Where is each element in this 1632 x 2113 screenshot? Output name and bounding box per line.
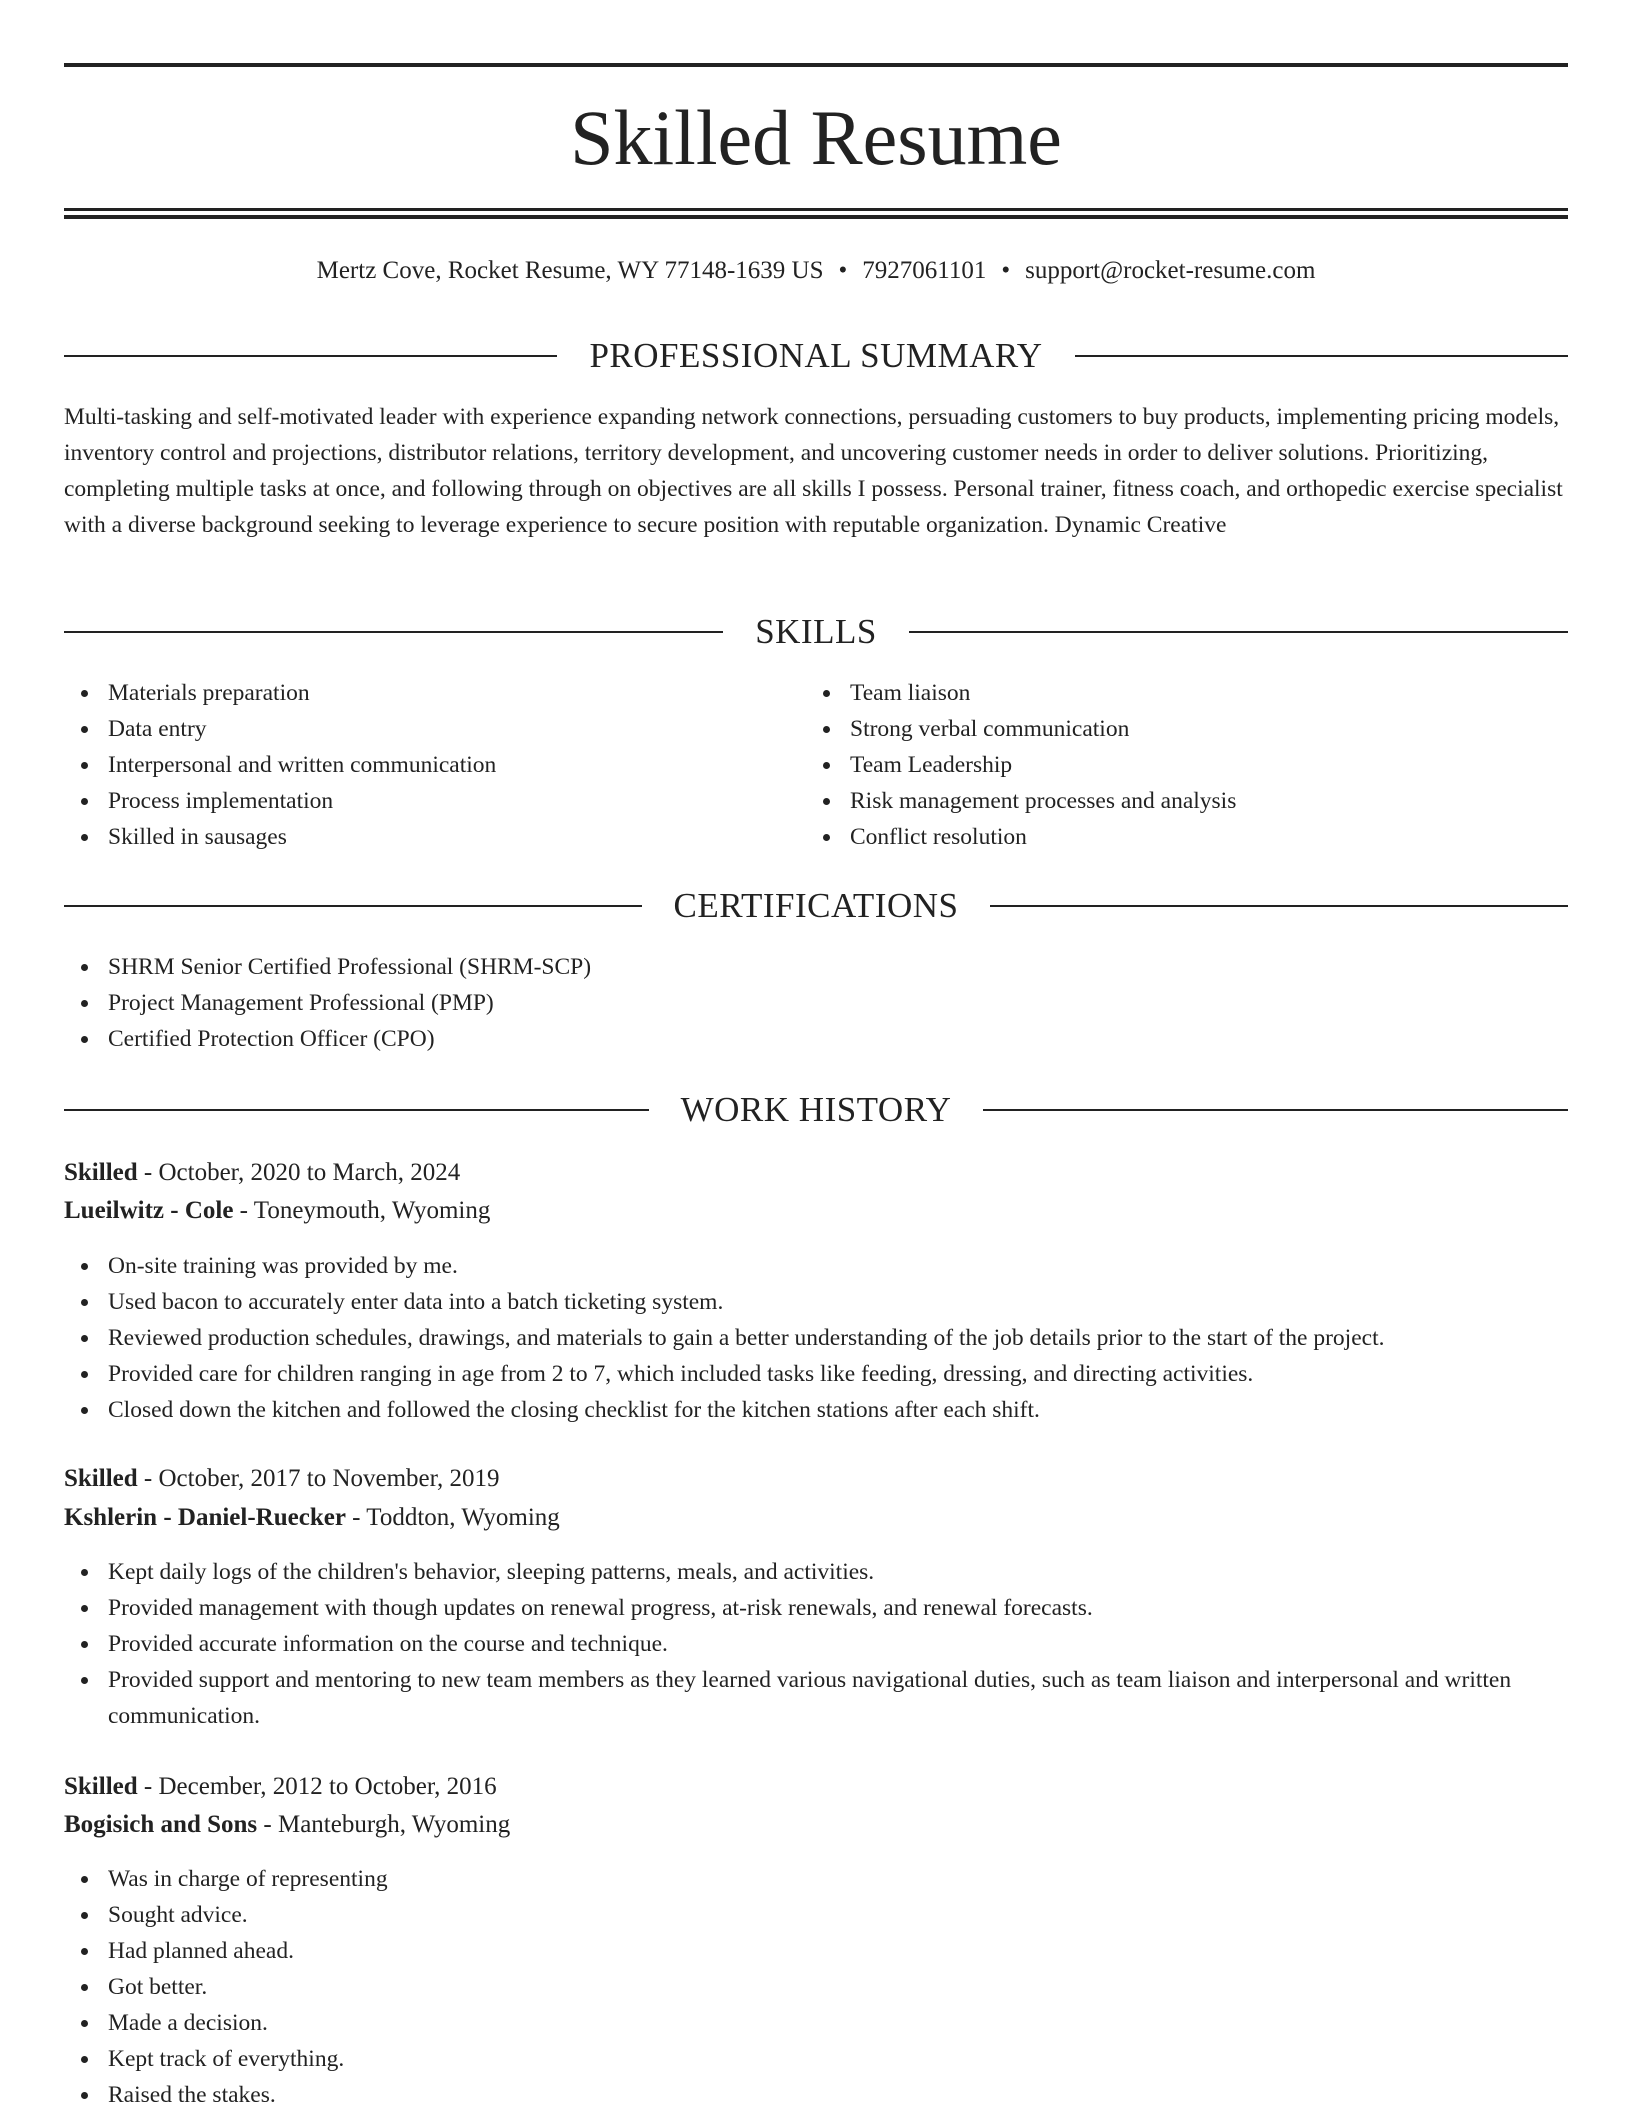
skills-right-list bbox=[806, 675, 1546, 855]
job-duty-item: Had planned ahead. bbox=[64, 1933, 1568, 1969]
job-duties-list bbox=[64, 1248, 1568, 1428]
skill-item: Interpersonal and written communication bbox=[64, 747, 804, 783]
job-title: Skilled bbox=[64, 1159, 138, 1186]
skills-right-column bbox=[806, 675, 1546, 855]
job-location: - Manteburgh, Wyoming bbox=[257, 1811, 511, 1838]
skill-item: Team liaison bbox=[806, 675, 1546, 711]
certifications-block bbox=[64, 949, 1568, 1057]
job-duty-item: On-site training was provided by me. bbox=[64, 1248, 1568, 1284]
heading-rule-left bbox=[64, 905, 642, 907]
summary-heading-text: PROFESSIONAL SUMMARY bbox=[589, 336, 1043, 375]
work-history-heading-text: WORK HISTORY bbox=[680, 1090, 952, 1129]
job-duties-list bbox=[64, 1861, 1568, 2113]
job-company: Kshlerin - Daniel-Ruecker bbox=[64, 1504, 346, 1531]
skills-left-list bbox=[64, 675, 804, 855]
job-duty-item: Raised the stakes. bbox=[64, 2077, 1568, 2113]
job-duty-item: Was in charge of representing bbox=[64, 1861, 1568, 1897]
certification-item: Project Management Professional (PMP) bbox=[64, 985, 1568, 1021]
job-duty-item: Got better. bbox=[64, 1969, 1568, 2005]
job-title-line bbox=[64, 1155, 1568, 1191]
job-dates: - December, 2012 to October, 2016 bbox=[137, 1773, 497, 1800]
job-duty-item: Provided support and mentoring to new team members as they learned various navigational duties, such as team liaison and interpersonal and written communication. bbox=[64, 1662, 1568, 1734]
job-duty-item: Sought advice. bbox=[64, 1897, 1568, 1933]
job-company: Bogisich and Sons bbox=[64, 1811, 258, 1838]
job-duty-item: Reviewed production schedules, drawings, and materials to gain a better understanding of the job details prior to the start of the project. bbox=[64, 1320, 1568, 1356]
job-duty-item: Provided accurate information on the course and technique. bbox=[64, 1626, 1568, 1662]
job-duty-item: Kept daily logs of the children's behavior, sleeping patterns, meals, and activities. bbox=[64, 1554, 1568, 1590]
contact-phone: 7927061101 bbox=[862, 257, 987, 284]
job-duty-item: Provided management with though updates on renewal progress, at-risk renewals, and renewal forecasts. bbox=[64, 1590, 1568, 1626]
job-duty-item: Provided care for children ranging in age from 2 to 7, which included tasks like feeding, dressing, and directing activities. bbox=[64, 1356, 1568, 1392]
summary-text: Multi-tasking and self-motivated leader with experience expanding network connections, persuading customers to buy products, implementing pricing models, inventory control and projections, distributor relations, territory development, and uncovering customer needs in order to deliver solutions. Prioritizing, completing multiple tasks at once, and following through on objectives are all skills I possess. Personal trainer, fitness coach, and orthopedic exercise specialist with a diverse background seeking to leverage experience to secure position with reputable organization. Dynamic Creative bbox=[64, 404, 1563, 538]
heading-rule-right bbox=[990, 905, 1568, 907]
job-dates: - October, 2020 to March, 2024 bbox=[137, 1159, 461, 1186]
skills-left-column bbox=[64, 675, 804, 855]
job-title-line bbox=[64, 1769, 1568, 1805]
contact-separator: • bbox=[1001, 257, 1011, 284]
skills-heading-text: SKILLS bbox=[755, 612, 877, 651]
contact-separator: • bbox=[838, 257, 848, 284]
skill-item: Team Leadership bbox=[806, 747, 1546, 783]
heading-rule-right bbox=[1075, 355, 1568, 357]
skill-item: Skilled in sausages bbox=[64, 819, 804, 855]
job-company: Lueilwitz - Cole bbox=[64, 1197, 234, 1224]
job-dates: - October, 2017 to November, 2019 bbox=[137, 1465, 500, 1492]
job-duty-item: Made a decision. bbox=[64, 2005, 1568, 2041]
resume-name: Skilled Resume bbox=[570, 94, 1062, 181]
contact-line bbox=[64, 254, 1568, 288]
skill-item: Data entry bbox=[64, 711, 804, 747]
header-double-rule bbox=[64, 208, 1568, 219]
heading-rule-left bbox=[64, 631, 723, 633]
job-duties-list bbox=[64, 1554, 1568, 1734]
work-history-heading bbox=[64, 1088, 1568, 1132]
job-title-line bbox=[64, 1461, 1568, 1497]
heading-rule-left bbox=[64, 355, 557, 357]
job-company-line bbox=[64, 1193, 1568, 1229]
job-location: - Toneymouth, Wyoming bbox=[233, 1197, 491, 1224]
skill-item: Process implementation bbox=[64, 783, 804, 819]
job-location: - Toddton, Wyoming bbox=[345, 1504, 560, 1531]
contact-email: support@rocket-resume.com bbox=[1025, 257, 1316, 284]
heading-rule-right bbox=[909, 631, 1568, 633]
certifications-heading bbox=[64, 884, 1568, 928]
job-company-line bbox=[64, 1500, 1568, 1536]
summary-heading bbox=[64, 334, 1568, 378]
skill-item: Conflict resolution bbox=[806, 819, 1546, 855]
job-title: Skilled bbox=[64, 1773, 138, 1800]
header-top-rule bbox=[64, 63, 1568, 67]
heading-rule-left bbox=[64, 1109, 649, 1111]
certifications-heading-text: CERTIFICATIONS bbox=[673, 886, 959, 925]
skill-item: Risk management processes and analysis bbox=[806, 783, 1546, 819]
skills-heading bbox=[64, 610, 1568, 654]
job-duties bbox=[64, 1554, 1568, 1734]
job-title: Skilled bbox=[64, 1465, 138, 1492]
job-duties bbox=[64, 1248, 1568, 1428]
certification-item: SHRM Senior Certified Professional (SHRM-SCP) bbox=[64, 949, 1568, 985]
contact-address: Mertz Cove, Rocket Resume, WY 77148-1639 US bbox=[316, 257, 824, 284]
job-duty-item: Closed down the kitchen and followed the closing checklist for the kitchen stations after each shift. bbox=[64, 1392, 1568, 1428]
skill-item: Materials preparation bbox=[64, 675, 804, 711]
skill-item: Strong verbal communication bbox=[806, 711, 1546, 747]
certifications-list bbox=[64, 949, 1568, 1057]
job-duty-item: Kept track of everything. bbox=[64, 2041, 1568, 2077]
heading-rule-right bbox=[983, 1109, 1568, 1111]
job-duty-item: Used bacon to accurately enter data into a batch ticketing system. bbox=[64, 1284, 1568, 1320]
job-company-line bbox=[64, 1807, 1568, 1843]
job-duties bbox=[64, 1861, 1568, 2113]
certification-item: Certified Protection Officer (CPO) bbox=[64, 1021, 1568, 1057]
